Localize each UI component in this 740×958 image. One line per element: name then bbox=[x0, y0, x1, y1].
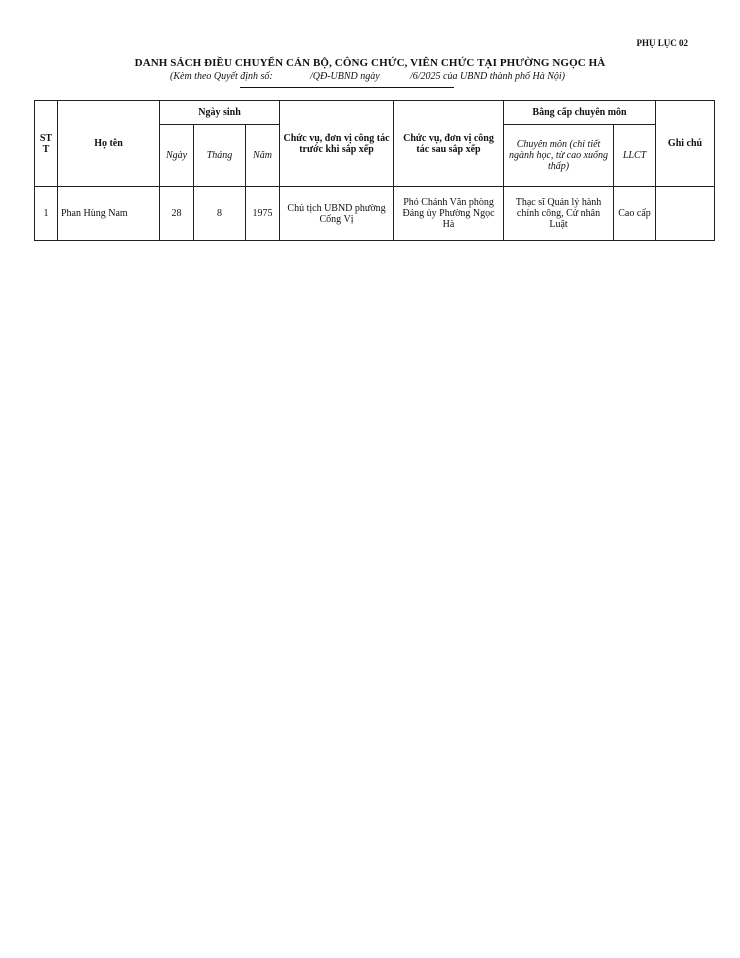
subtitle-decision-ref: (Kèm theo Quyết định số: bbox=[170, 71, 273, 82]
header-position-after: Chức vụ, đơn vị công tác sau sắp xếp bbox=[394, 101, 504, 187]
header-major: Chuyên môn (chi tiết ngành học, từ cao xuống thấp) bbox=[504, 125, 614, 187]
header-stt: ST T bbox=[35, 101, 58, 187]
cell-major: Thạc sĩ Quản lý hành chính công, Cử nhân Luật bbox=[504, 187, 614, 241]
header-degree: Bằng cấp chuyên môn bbox=[504, 101, 656, 125]
document-title: DANH SÁCH ĐIỀU CHUYỂN CÁN BỘ, CÔNG CHỨC, VIÊN CHỨC TẠI PHƯỜNG NGỌC HÀ bbox=[134, 57, 606, 69]
cell-position-before: Chủ tịch UBND phường Cống Vị bbox=[280, 187, 394, 241]
transfer-table bbox=[34, 100, 715, 241]
subtitle-decision-type: /QĐ-UBND ngày bbox=[310, 71, 380, 82]
subtitle-underline bbox=[240, 87, 454, 88]
header-dob: Ngày sinh bbox=[160, 101, 280, 125]
cell-month: 8 bbox=[194, 187, 246, 241]
appendix-label: PHỤ LỤC 02 bbox=[636, 38, 688, 48]
table-row bbox=[35, 187, 715, 241]
cell-year: 1975 bbox=[246, 187, 280, 241]
header-day: Ngày bbox=[160, 125, 194, 187]
header-note: Ghi chú bbox=[656, 101, 715, 187]
cell-day: 28 bbox=[160, 187, 194, 241]
cell-llct: Cao cấp bbox=[614, 187, 656, 241]
header-llct: LLCT bbox=[614, 125, 656, 187]
cell-stt: 1 bbox=[35, 187, 58, 241]
subtitle-date-issuer: /6/2025 của UBND thành phố Hà Nội) bbox=[410, 71, 565, 82]
cell-position-after: Phó Chánh Văn phòng Đảng ủy Phường Ngọc Hà bbox=[394, 187, 504, 241]
cell-name: Phan Hùng Nam bbox=[58, 187, 160, 241]
header-name: Họ tên bbox=[58, 101, 160, 187]
header-month: Tháng bbox=[194, 125, 246, 187]
cell-note bbox=[656, 187, 715, 241]
header-year: Năm bbox=[246, 125, 280, 187]
header-position-before: Chức vụ, đơn vị công tác trước khi sắp xếp bbox=[280, 101, 394, 187]
